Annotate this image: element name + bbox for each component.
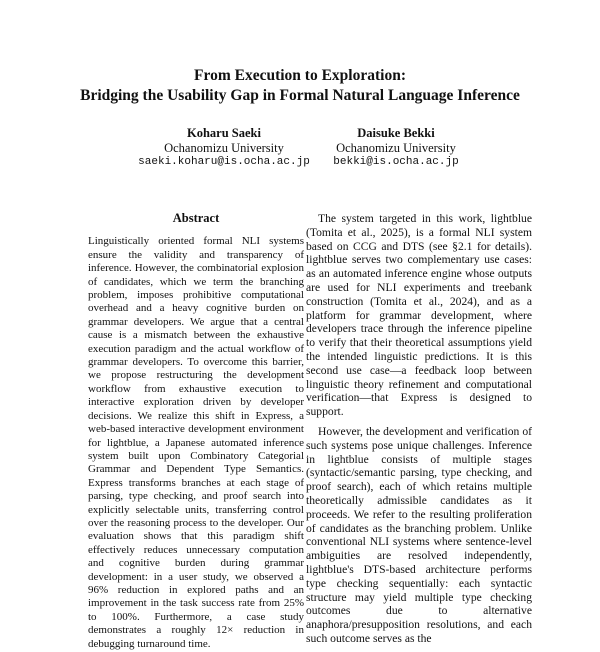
body-paragraph-2: However, the development and verification of such systems pose unique challenges. Inference in lightblue consists of multiple stages (syntactic/semantic parsing, type checking, and proof search), each of which retains multiple theoretically admissible candidates as it proceeds. We refer to the resulting proliferation of candidates as the branching problem. Unlike conventional NLI systems where sentence-level ambiguities are resolved independently, lightblue's DTS-based architecture performs type checking sequentially: each syntactic structure may yield multiple type checking outcomes due to alternative anaphora/presupposition resolutions, and each such outcome serves as the bbox=[306, 424, 532, 645]
body-paragraph-1: The system targeted in this work, lightblue (Tomita et al., 2025), is a formal NLI system based on CCG and DTS (see §2.1 for details). lightblue serves two complementary use cases: as an automated inference engine whose outputs are used for NLI experiments and treebank construction (Tomita et al., 2024), and as a platform for grammar development, where developers trace through the inference pipeline to verify that their theoretical assumptions yield the intended linguistic predictions. It is this second use case—a feedback loop between linguistic theory refinement and computational verification—that Express is designed to support. bbox=[306, 212, 532, 419]
abstract-text: Linguistically oriented formal NLI systems ensure the validity and transparency of inference. However, the combinatorial explosion of candidates, which we term the branching problem, imposes prohibitive computational overhead and a heavy cognitive burden on grammar developers. We argue that a central cause is a mismatch between the exhaustive execution paradigm and the actual workflow of grammar developers. To overcome this barrier, we propose restructuring the development workflow from exhaustive execution to interactive exploration driven by developer decisions. We realize this shift in Express, a web-based interactive development environment for lightblue, a Japanese automated inference system built upon Combinatory Categorial Grammar and Dependent Type Semantics. Express transforms branches at each stage of parsing, type checking, and proof search into explicitly selectable units, transferring control over the reasoning process to the developer. Our evaluation shows that this paradigm shift effectively reduces unnecessary computation and cognitive burden during grammar development: in a user study, we observed a 96% reduction in explored paths and an improvement in the task success rate from 25% to 100%. Furthermore, a case study demonstrates a roughly 12× reduction in debugging turnaround time. bbox=[88, 235, 304, 650]
author-affiliation: Ochanomizu University bbox=[164, 140, 284, 155]
abstract-heading: Abstract bbox=[172, 211, 220, 225]
author-name: Koharu Saeki bbox=[187, 126, 261, 140]
abstract-column bbox=[88, 212, 304, 651]
paper-title-line-2: Bridging the Usability Gap in Formal Natural Language Inference bbox=[80, 87, 520, 104]
author-email: saeki.koharu@is.ocha.ac.jp bbox=[138, 156, 310, 168]
author-email: bekki@is.ocha.ac.jp bbox=[333, 156, 459, 168]
author-affiliation: Ochanomizu University bbox=[336, 140, 456, 155]
paper-title-line-1: From Execution to Exploration: bbox=[194, 67, 406, 84]
author-2 bbox=[276, 126, 516, 170]
author-name: Daisuke Bekki bbox=[357, 126, 435, 140]
body-column bbox=[306, 212, 532, 652]
